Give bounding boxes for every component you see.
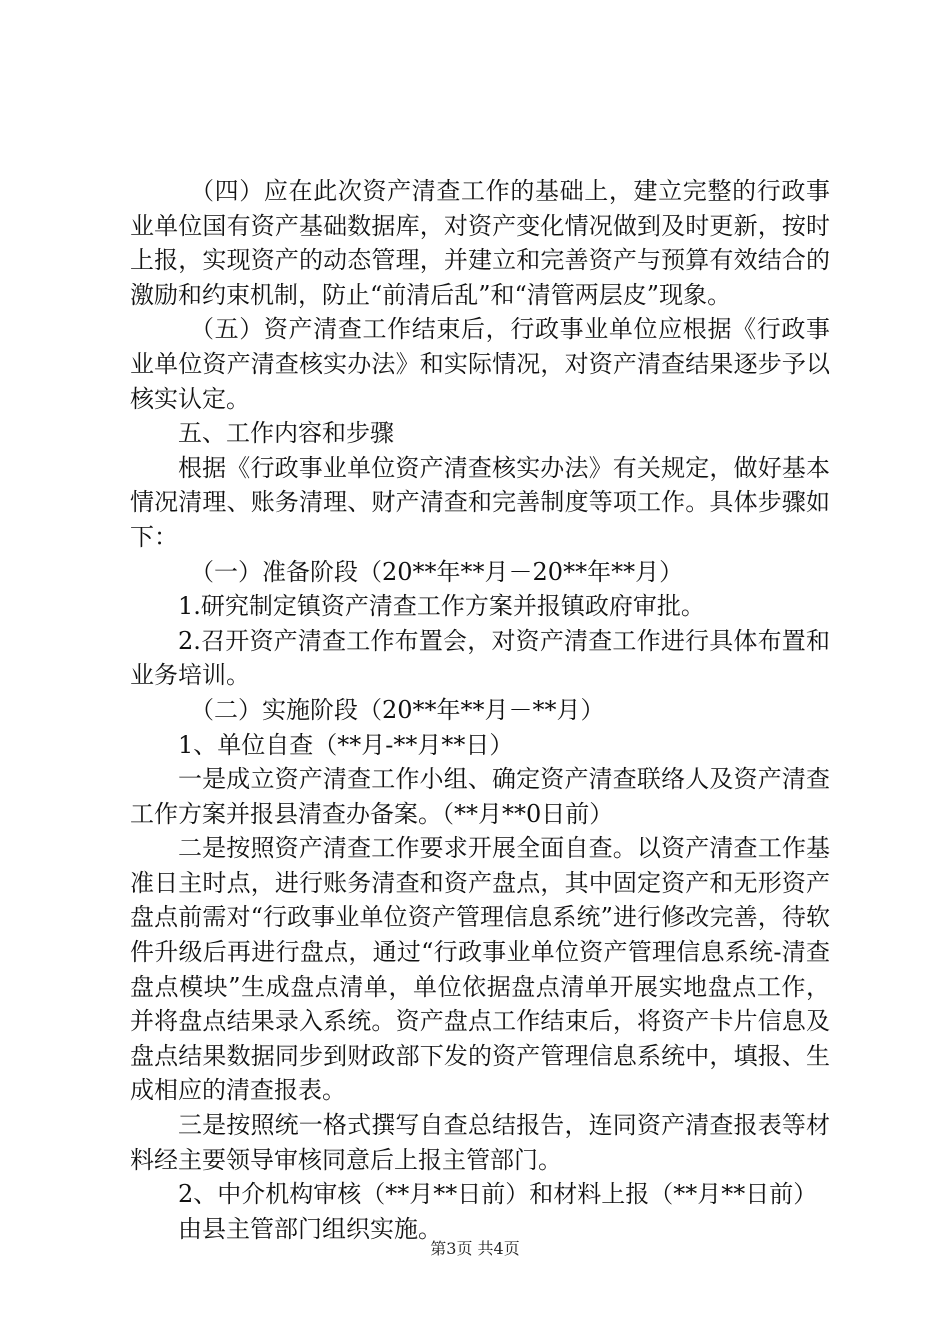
stage-heading-preparation: （一）准备阶段（20**年**月－20**年**月） [190, 557, 684, 586]
paragraph-basis: 根据《行政事业单位资产清查核实办法》有关规定，做好基本情况清理、账务清理、财产清查和完善制度等项工作。具体步骤如下： [130, 453, 830, 551]
document-body [130, 174, 830, 1246]
paragraph-step-one: 一是成立资产清查工作小组、确定资产清查联络人及资产清查工作方案并报县清查办备案。（**月**0日前） [130, 765, 830, 828]
list-item-preparation-1: 1.研究制定镇资产清查工作方案并报镇政府审批。 [178, 592, 705, 621]
stage-heading-implementation: （二）实施阶段（20**年**月－**月） [190, 695, 605, 724]
paragraph-section-4: （四）应在此次资产清查工作的基础上，建立完整的行政事业单位国有资产基础数据库，对资产变化情况做到及时更新，按时上报，实现资产的动态管理，并建立和完善资产与预算有效结合的激励和约束机制，防止“前清后乱”和“清管两层皮”现象。 [130, 177, 830, 309]
list-item-preparation-2: 2.召开资产清查工作布置会，对资产清查工作进行具体布置和业务培训。 [130, 626, 830, 690]
paragraph-implementation-note: 由县主管部门组织实施。 [178, 1214, 442, 1243]
paragraph-step-three: 三是按照统一格式撰写自查总结报告，连同资产清查报表等材料经主要领导审核同意后上报主管部门。 [130, 1111, 830, 1174]
paragraph-step-two: 二是按照资产清查工作要求开展全面自查。以资产清查工作基准日主时点，进行账务清查和资产盘点，其中固定资产和无形资产盘点前需对“行政事业单位资产管理信息系统”进行修改完善，待软件升级后再进行盘点，通过“行政事业单位资产管理信息系统-清查盘点模块”生成盘点清单，单位依据盘点清单开展实地盘点工作，并将盘点结果录入系统。资产盘点工作结束后，将资产卡片信息及盘点结果数据同步到财政部下发的资产管理信息系统中，填报、生成相应的清查报表。 [130, 834, 830, 1105]
subheading-self-check: 1、单位自查（**月-**月**日） [178, 730, 514, 759]
subheading-agency-review: 2、中介机构审核（**月**日前）和材料上报（**月**日前） [178, 1180, 818, 1209]
paragraph-section-5: （五）资产清查工作结束后，行政事业单位应根据《行政事业单位资产清查核实办法》和实际情况，对资产清查结果逐步予以核实认定。 [130, 315, 830, 413]
section-heading-work-content: 五、工作内容和步骤 [178, 419, 394, 448]
page-number-footer: 第3页 共4页 [430, 1239, 520, 1258]
